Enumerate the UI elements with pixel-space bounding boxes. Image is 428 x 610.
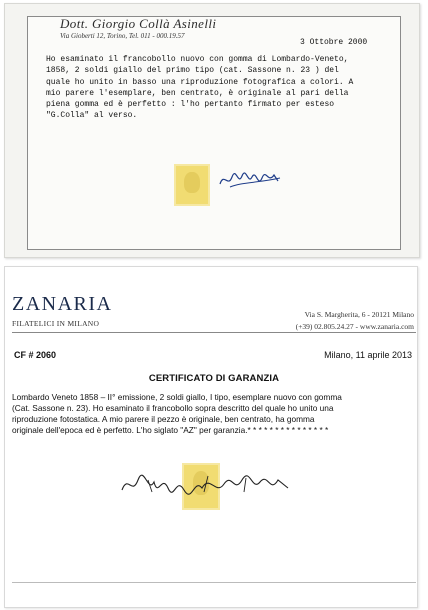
zanaria-logo: ZANARIA xyxy=(12,293,113,315)
body-line: 1858, 2 soldi giallo del primo tipo (cat. Sassone n. 23 ) del xyxy=(46,66,339,76)
place-date: Milano, 11 aprile 2013 xyxy=(324,350,412,360)
signature-zanaria xyxy=(118,468,296,500)
body-line: mio parere l'esemplare, ben centrato, è originale al pari della xyxy=(46,88,349,98)
zanaria-logo-subtitle: FILATELICI IN MILANO xyxy=(12,319,100,328)
body-line: piena gomma ed è perfetto : l'ho pertanto firmato per esteso xyxy=(46,100,335,110)
certificate-number: CF # 2060 xyxy=(14,350,57,360)
certificate-colla-sheet xyxy=(27,16,401,250)
signature-colla xyxy=(218,168,284,192)
body-line: quale ho unito in basso una riproduzione fotografica a colori. A xyxy=(46,77,354,87)
body-line: (Cat. Sassone n. 23). Ho esaminato il francobollo sopra descritto del quale ho unito una xyxy=(12,403,334,413)
body-line: Lombardo Veneto 1858 – II° emissione, 2 soldi giallo, I tipo, esemplare nuovo con gomma xyxy=(12,392,342,402)
footer-divider xyxy=(12,582,416,583)
zanaria-contacts: (+39) 02.805.24.27 - www.zanaria.com xyxy=(295,322,414,331)
body-line: Ho esaminato il francobollo nuovo con gomma di Lombardo-Veneto, xyxy=(46,55,349,64)
certificate-title: CERTIFICATO DI GARANZIA xyxy=(148,373,280,384)
zanaria-address: Via S. Margherita, 6 - 20121 Milano xyxy=(304,310,414,319)
letterhead-name: Dott. Giorgio Collà Asinelli xyxy=(60,16,217,31)
stamp-image xyxy=(174,164,210,206)
body-line: riproduzione fotostatica. A mio parere il pezzo è originale, ben centrato, ha gomma xyxy=(12,414,315,424)
body-line: originale dell'epoca ed è perfetto. L'ho siglato "AZ" per garanzia.* * * * * * * * * * * * * * * xyxy=(12,425,329,435)
letterhead-address: Via Gioberti 12, Torino, Tel. 011 - 000.19.57 xyxy=(60,32,185,40)
certificate-date: 3 Ottobre 2000 xyxy=(300,38,368,47)
header-divider xyxy=(12,332,416,333)
certificate-colla-body xyxy=(46,54,366,122)
body-line: "G.Colla" al verso. xyxy=(46,111,138,121)
certificate-zanaria-body xyxy=(12,392,416,436)
